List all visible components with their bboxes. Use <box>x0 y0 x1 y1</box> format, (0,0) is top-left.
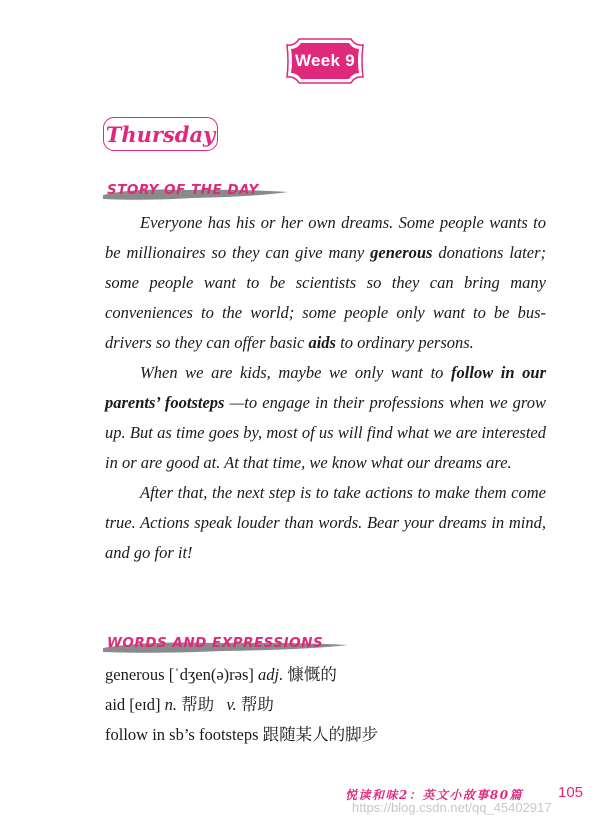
words-heading: WORDS AND EXPRESSIONS <box>107 635 324 651</box>
vocab-pos: adj. <box>258 665 284 684</box>
day-label: Thursday <box>105 121 216 147</box>
vocab-word: follow in sb’s footsteps <box>105 725 259 744</box>
story-keyword: aids <box>308 333 336 352</box>
page-number: 105 <box>558 784 584 801</box>
story-text: Everyone has his or her own dreams. Some people wants to be millionaires so they can give many <box>105 213 546 262</box>
story-text: to ordinary persons. <box>335 333 474 352</box>
week-label: Week 9 <box>294 51 356 70</box>
vocab-item <box>105 690 525 720</box>
vocab-pos: n. <box>164 695 177 714</box>
story-text: donations later; some people want to be scientists so they can bring many conveniences to the world; some people only want to be bus-drivers so they can offer basic <box>105 243 546 352</box>
story-paragraph-2 <box>105 358 546 478</box>
story-text: When we are kids, maybe we only want to <box>140 363 452 382</box>
week-badge <box>285 37 365 85</box>
day-box <box>103 117 218 151</box>
vocab-meaning: 慷慨的 <box>287 665 337 684</box>
vocab-list <box>105 660 525 750</box>
vocab-item <box>105 720 525 750</box>
story-keyword: follow in our parents’ footsteps <box>105 363 546 412</box>
words-heading-banner <box>103 633 348 655</box>
watermark: https://blog.csdn.net/qq_45402917 <box>352 800 552 815</box>
story-paragraph-3 <box>105 478 546 568</box>
story-text: After that, the next step is to take actions to make them come true. Actions speak louder than words. Bear your dreams in mind, and go for it! <box>105 483 546 562</box>
vocab-meaning: 帮助 <box>181 695 215 714</box>
vocab-word: aid <box>105 695 126 714</box>
story-heading-banner <box>103 180 288 202</box>
vocab-pos: v. <box>226 695 237 714</box>
story-body <box>105 208 546 568</box>
vocab-meaning: 帮助 <box>240 695 274 714</box>
story-heading: STORY OF THE DAY <box>107 182 259 198</box>
story-keyword: generous <box>370 243 433 262</box>
vocab-phonetic: [ˈdʒen(ə)rəs] <box>168 665 254 684</box>
vocab-phonetic: [eɪd] <box>129 695 161 714</box>
vocab-item <box>105 660 525 690</box>
vocab-word: generous <box>105 665 165 684</box>
book-title: 悦读和味2：英文小故事80篇 <box>345 788 524 802</box>
vocab-meaning: 跟随某人的脚步 <box>262 725 379 744</box>
story-text: —to engage in their professions when we grow up. But as time goes by, most of us will find what we are interested in or are good at. At that time, we know what our dreams are. <box>105 393 547 472</box>
story-paragraph-1 <box>105 208 546 358</box>
